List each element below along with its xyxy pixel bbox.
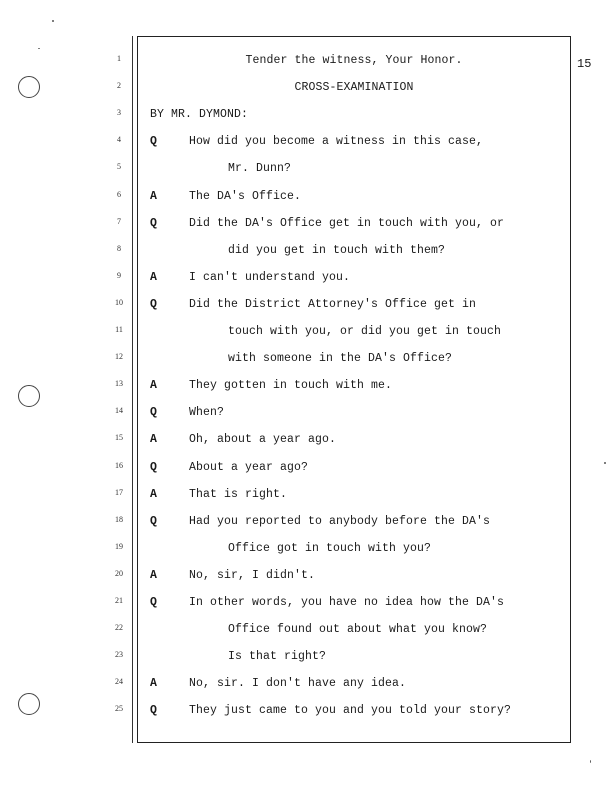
line-number: 21 xyxy=(115,596,123,605)
line-number: 19 xyxy=(115,541,123,551)
transcript-line-text: They just came to you and you told your story? xyxy=(189,704,512,718)
transcript-line-text: They gotten in touch with me. xyxy=(189,379,393,393)
speaker-label: Q xyxy=(150,704,157,718)
speaker-label: A xyxy=(150,189,157,203)
line-number: 25 xyxy=(115,704,123,714)
transcript-line-text: Did the District Attorney's Office get in xyxy=(189,297,477,311)
line-number: 16 xyxy=(115,460,123,470)
line-number: 20 xyxy=(115,568,123,578)
speaker-label: Q xyxy=(150,596,157,609)
speck xyxy=(52,20,54,22)
speaker-label: Q xyxy=(150,216,157,230)
line-number: 5 xyxy=(117,162,121,172)
speaker-label: A xyxy=(150,568,157,582)
transcript-line-text: did you get in touch with them? xyxy=(228,243,446,257)
speaker-label: A xyxy=(150,433,157,447)
punch-hole-middle xyxy=(18,385,40,407)
transcript-line-text: When? xyxy=(189,406,225,420)
line-number: 13 xyxy=(115,379,123,389)
speaker-label: A xyxy=(150,270,157,284)
transcript-line-text: That is right. xyxy=(189,487,288,501)
speck xyxy=(590,760,591,763)
line-number: 17 xyxy=(115,487,123,497)
speck xyxy=(604,462,606,464)
line-number: 18 xyxy=(115,514,123,524)
line-number: 15 xyxy=(115,433,123,443)
transcript-line-text: CROSS-EXAMINATION xyxy=(294,81,414,95)
transcript-line-text: Mr. Dunn? xyxy=(228,162,292,176)
line-number: 11 xyxy=(115,325,123,334)
transcript-line-text: In other words, you have no idea how the DA's xyxy=(189,596,505,609)
speck xyxy=(38,48,40,49)
transcript-line-text: Office got in touch with you? xyxy=(228,541,432,555)
transcript-line-text: BY MR. DYMOND: xyxy=(150,108,249,122)
line-number: 10 xyxy=(115,297,123,307)
line-number: 12 xyxy=(115,352,123,362)
speaker-label: A xyxy=(150,379,157,393)
transcript-line-text: The DA's Office. xyxy=(189,189,302,203)
speaker-label: Q xyxy=(150,406,157,420)
punch-hole-top xyxy=(18,76,40,98)
line-number: 14 xyxy=(115,406,123,416)
transcript-line-text: No, sir, I didn't. xyxy=(189,568,316,582)
transcript-line-text: Is that right? xyxy=(228,650,327,664)
transcript-line-text: Had you reported to anybody before the DA's xyxy=(189,514,491,528)
line-number: 7 xyxy=(117,216,121,226)
speaker-label: A xyxy=(150,487,157,501)
transcript-line-text: Office found out about what you know? xyxy=(228,623,488,637)
speaker-label: Q xyxy=(150,297,157,311)
speaker-label: Q xyxy=(150,460,157,474)
page-number: 15 xyxy=(577,57,592,71)
line-number: 22 xyxy=(115,623,123,633)
transcript-line-text: with someone in the DA's Office? xyxy=(228,352,453,366)
line-number: 2 xyxy=(117,81,121,91)
transcript-line-text: Oh, about a year ago. xyxy=(189,433,337,447)
transcript-line-text: I can't understand you. xyxy=(189,270,351,284)
line-number: 1 xyxy=(117,54,121,63)
transcript-line-text: About a year ago? xyxy=(189,460,309,474)
speaker-label: Q xyxy=(150,514,157,528)
line-number: 3 xyxy=(117,108,121,118)
line-number: 6 xyxy=(117,189,121,199)
line-number: 23 xyxy=(115,650,123,660)
line-number: 8 xyxy=(117,243,121,253)
punch-hole-bottom xyxy=(18,693,40,715)
speaker-label: A xyxy=(150,677,157,691)
transcript-line-text: Tender the witness, Your Honor. xyxy=(245,54,463,67)
transcript-line-text: Did the DA's Office get in touch with you, or xyxy=(189,216,505,230)
transcript-line-text: touch with you, or did you get in touch xyxy=(228,325,502,338)
line-number: 24 xyxy=(115,677,123,687)
speaker-label: Q xyxy=(150,135,157,149)
transcript-line-text: No, sir. I don't have any idea. xyxy=(189,677,407,691)
line-number: 9 xyxy=(117,270,121,280)
inner-margin-rule xyxy=(132,36,133,743)
line-number: 4 xyxy=(117,135,121,145)
transcript-line-text: How did you become a witness in this case, xyxy=(189,135,484,149)
